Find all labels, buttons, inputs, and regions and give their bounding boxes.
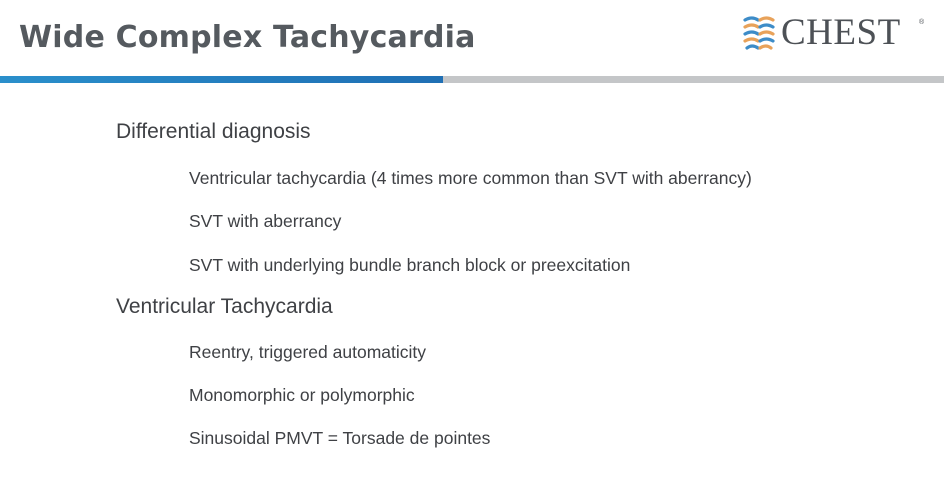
- divider-gray-segment: [443, 76, 944, 83]
- divider-blue-segment: [0, 76, 443, 83]
- bullet-reentry: Reentry, triggered automaticity: [189, 342, 427, 362]
- chest-logo-icon: [741, 15, 777, 51]
- bullet-svt-bundle-branch: SVT with underlying bundle branch block or preexcitation: [189, 255, 631, 275]
- section-heading-differential: Differential diagnosis: [116, 120, 311, 143]
- section-heading-vt: Ventricular Tachycardia: [116, 295, 333, 318]
- slide-title: Wide Complex Tachycardia: [19, 20, 476, 55]
- bullet-sinusoidal-pmvt: Sinusoidal PMVT = Torsade de pointes: [189, 428, 491, 448]
- logo-registered-mark: ®: [919, 19, 925, 26]
- chest-logo: [741, 13, 933, 53]
- bullet-monomorphic: Monomorphic or polymorphic: [189, 385, 415, 405]
- title-divider: [0, 76, 944, 83]
- bullet-svt-aberrancy: SVT with aberrancy: [189, 211, 342, 231]
- bullet-ventricular-tachycardia: Ventricular tachycardia (4 times more common than SVT with aberrancy): [189, 168, 752, 188]
- logo-wordmark: CHEST: [781, 12, 901, 53]
